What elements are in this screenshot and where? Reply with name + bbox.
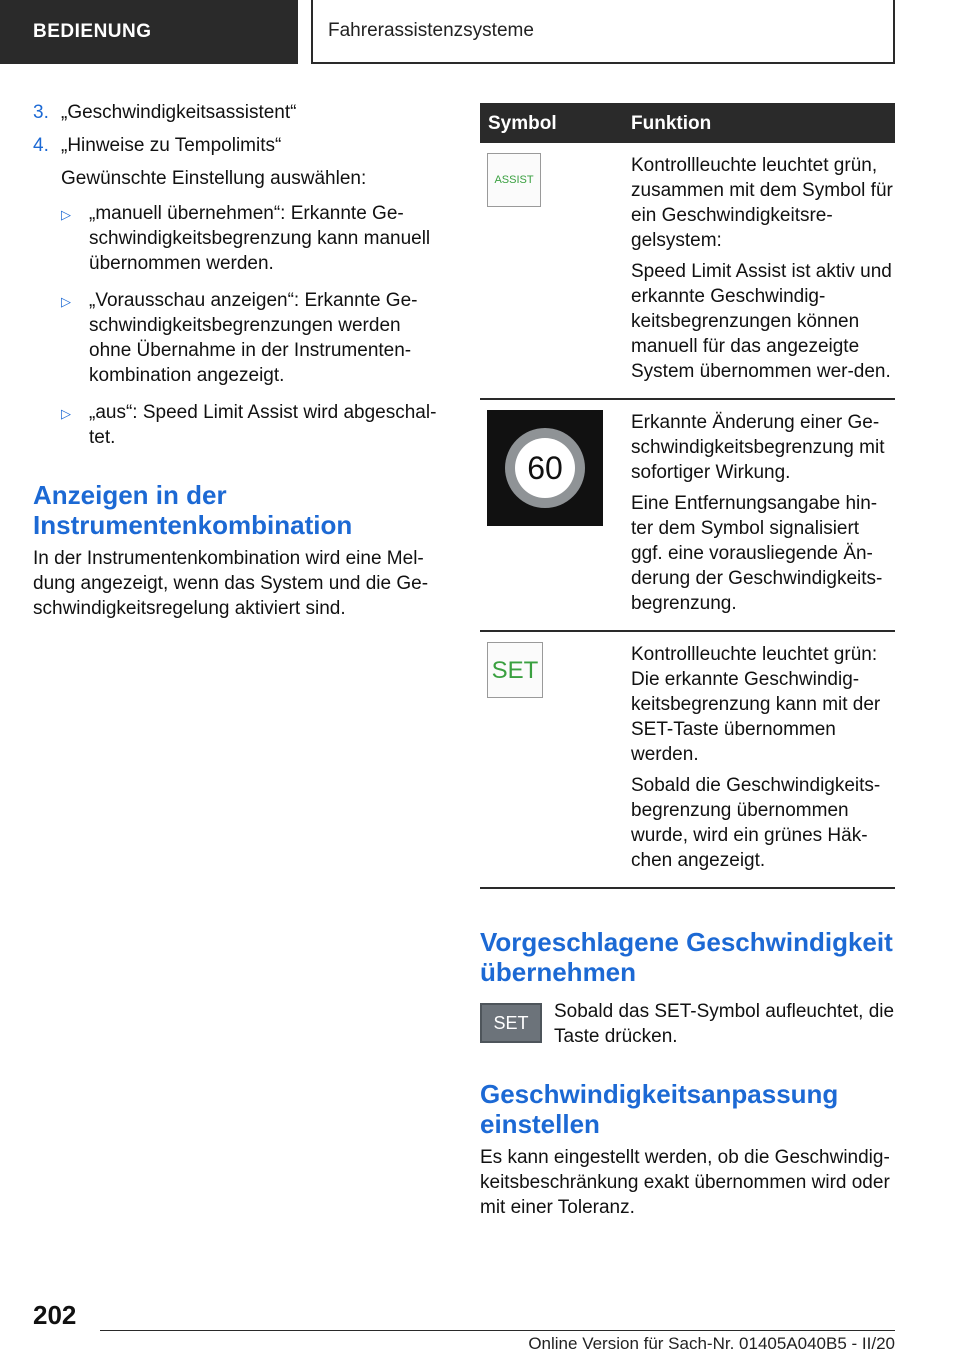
section-heading: Geschwindigkeitsanpassung einstellen: [480, 1079, 839, 1139]
function-text: Kontrollleuchte leuchtet grün: Die erkannte Geschwindig-keitsbegrenzung kann mit der SET-Taste übernommen werden.: [631, 644, 881, 765]
set-instruction: [480, 999, 895, 1049]
set-button-label: SET: [493, 1012, 529, 1033]
page-number: 202: [33, 1300, 77, 1330]
triangle-bullet-icon: ▷: [61, 294, 71, 309]
function-text: Kontrollleuchte leuchtet grün, zusammen mit dem Symbol für ein Geschwindigkeitsre-gelsystem:: [631, 155, 893, 251]
section-title: BEDIENUNG: [33, 21, 152, 42]
instruction-text: Gewünschte Einstellung auswählen:: [61, 168, 367, 189]
table-header-row: [480, 103, 895, 143]
set-icon-label: SET: [491, 656, 539, 684]
speed-limit-value: 60: [527, 450, 563, 486]
footer-divider: [100, 1330, 895, 1331]
speed-limit-sign-icon: [487, 410, 603, 526]
set-button-icon: [480, 1003, 542, 1043]
triangle-bullet-icon: ▷: [61, 207, 71, 222]
speed-limit-sign-graphic: [503, 426, 587, 510]
function-text: Speed Limit Assist ist aktiv und erkannte Geschwindig-keitsbegrenzungen können manuell für das angezeigte System übernommen wer-den.: [631, 261, 892, 382]
item-number: 4.: [33, 135, 49, 156]
chapter-header: [311, 0, 895, 64]
right-column: [480, 103, 895, 1220]
bullet-text: „manuell übernehmen“: Erkannte Ge-schwindigkeitsbegrenzung kann manuell übernommen werden.: [89, 203, 431, 274]
function-text: Sobald die Geschwindigkeits-begrenzung übernommen wurde, wird ein grünes Häk-chen angezeigt.: [631, 775, 881, 871]
function-text: Eine Entfernungsangabe hin-ter dem Symbol signalisiert ggf. eine vorausliegende Än-derung der Geschwindigkeits-begrenzung.: [631, 493, 883, 614]
set-instruction-text: Sobald das SET-Symbol aufleuchtet, die Taste drücken.: [554, 1001, 895, 1047]
table-row: [480, 399, 895, 631]
assist-icon-label: ASSIST: [494, 173, 534, 186]
item-number: 3.: [33, 102, 49, 123]
bullet-text: „Vorausschau anzeigen“: Erkannte Ge-schwindigkeitsbegrenzungen werden ohne Übernahme in der Instrumenten-kombination angezeigt.: [89, 290, 418, 386]
set-icon: [487, 642, 543, 698]
function-text: Erkannte Änderung einer Ge-schwindigkeitsbegrenzung mit sofortiger Wirkung.: [631, 412, 885, 483]
table-row: [480, 631, 895, 888]
bullet-item: [61, 288, 448, 388]
column-header-function: Funktion: [631, 103, 895, 143]
numbered-item: [33, 100, 448, 125]
section-heading: Vorgeschlagene Geschwindigkeit übernehmen: [480, 927, 893, 987]
symbol-table: [480, 103, 895, 889]
footer-version: Online Version für Sach-Nr. 01405A040B5 - II/20: [528, 1334, 895, 1353]
triangle-bullet-icon: ▷: [61, 406, 71, 421]
numbered-item: [33, 133, 448, 158]
item-text: „Hinweise zu Tempolimits“: [61, 135, 282, 156]
section-tab: [0, 0, 298, 64]
chapter-title: Fahrerassistenzsysteme: [328, 20, 534, 41]
assist-icon: [487, 153, 541, 207]
bullet-item: [61, 400, 448, 450]
table-row: [480, 143, 895, 399]
section-paragraph: In der Instrumentenkombination wird eine Mel-dung angezeigt, wenn das System und die Ge-schwindigkeitsregelung aktiviert sind.: [33, 548, 429, 619]
bullet-text: „aus“: Speed Limit Assist wird abgeschal-tet.: [89, 402, 437, 448]
bullet-item: [61, 201, 448, 276]
column-header-symbol: Symbol: [480, 103, 631, 143]
left-column: [33, 100, 448, 621]
section-paragraph: Es kann eingestellt werden, ob die Geschwindig-keitsbeschränkung exakt übernommen wird oder mit einer Toleranz.: [480, 1147, 890, 1218]
item-text: „Geschwindigkeitsassistent“: [61, 102, 297, 123]
section-heading: Anzeigen in der Instrumentenkombination: [33, 480, 353, 540]
